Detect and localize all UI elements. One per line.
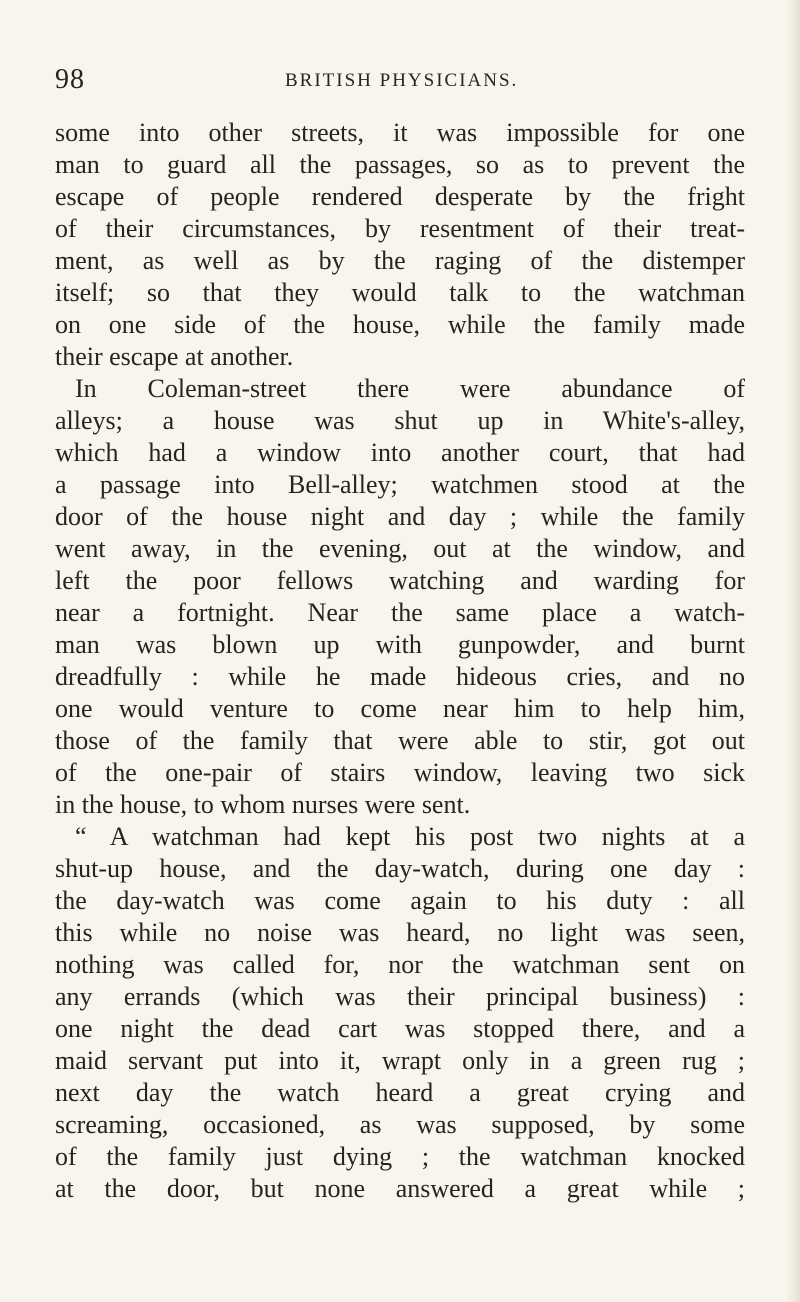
text-line: went away, in the evening, out at the window, and (55, 534, 745, 563)
text-line: maid servant put into it, wrapt only in a green rug ; (55, 1046, 745, 1075)
text-line: screaming, occasioned, as was supposed, by some (55, 1110, 745, 1139)
page-header (55, 60, 745, 100)
text-line: of their circumstances, by resentment of their treat- (55, 214, 745, 243)
text-line: left the poor fellows watching and warding for (55, 566, 745, 595)
text-line: man was blown up with gunpowder, and burnt (55, 630, 745, 659)
text-line: of the family just dying ; the watchman knocked (55, 1142, 745, 1171)
text-line: door of the house night and day ; while the family (55, 502, 745, 531)
text-line: man to guard all the passages, so as to prevent the (55, 150, 745, 179)
text-line: on one side of the house, while the family made (55, 310, 745, 339)
body-text (55, 117, 745, 1205)
text-line: some into other streets, it was impossible for one (55, 118, 745, 147)
text-line: nothing was called for, nor the watchman sent on (55, 950, 745, 979)
text-line: itself; so that they would talk to the watchman (55, 278, 745, 307)
text-line: next day the watch heard a great crying and (55, 1078, 745, 1107)
running-head: BRITISH PHYSICIANS. (285, 70, 519, 91)
text-line: one would venture to come near him to help him, (55, 694, 745, 723)
text-line: dreadfully : while he made hideous cries, and no (55, 662, 745, 691)
page-edge-shadow (786, 0, 800, 1302)
text-line: in the house, to whom nurses were sent. (55, 790, 471, 819)
text-line: ment, as well as by the raging of the distemper (55, 246, 745, 275)
text-line: any errands (which was their principal business) : (55, 982, 745, 1011)
text-line: one night the dead cart was stopped there, and a (55, 1014, 745, 1043)
text-line: In Coleman-street there were abundance of (75, 374, 745, 403)
text-line: which had a window into another court, that had (55, 438, 745, 467)
page-number: 98 (55, 64, 85, 95)
text-line: of the one-pair of stairs window, leaving two sick (55, 758, 745, 787)
text-line: escape of people rendered desperate by the fright (55, 182, 745, 211)
text-line: the day-watch was come again to his duty : all (55, 886, 745, 915)
text-line: alleys; a house was shut up in White's-alley, (55, 406, 745, 435)
text-line: shut-up house, and the day-watch, during one day : (55, 854, 745, 883)
text-line: their escape at another. (55, 342, 294, 371)
text-line: near a fortnight. Near the same place a watch- (55, 598, 745, 627)
text-line: this while no noise was heard, no light was seen, (55, 918, 745, 947)
text-line: at the door, but none answered a great while ; (55, 1174, 745, 1203)
text-line: those of the family that were able to stir, got out (55, 726, 745, 755)
text-line: a passage into Bell-alley; watchmen stood at the (55, 470, 745, 499)
text-line: “ A watchman had kept his post two nights at a (75, 822, 745, 851)
